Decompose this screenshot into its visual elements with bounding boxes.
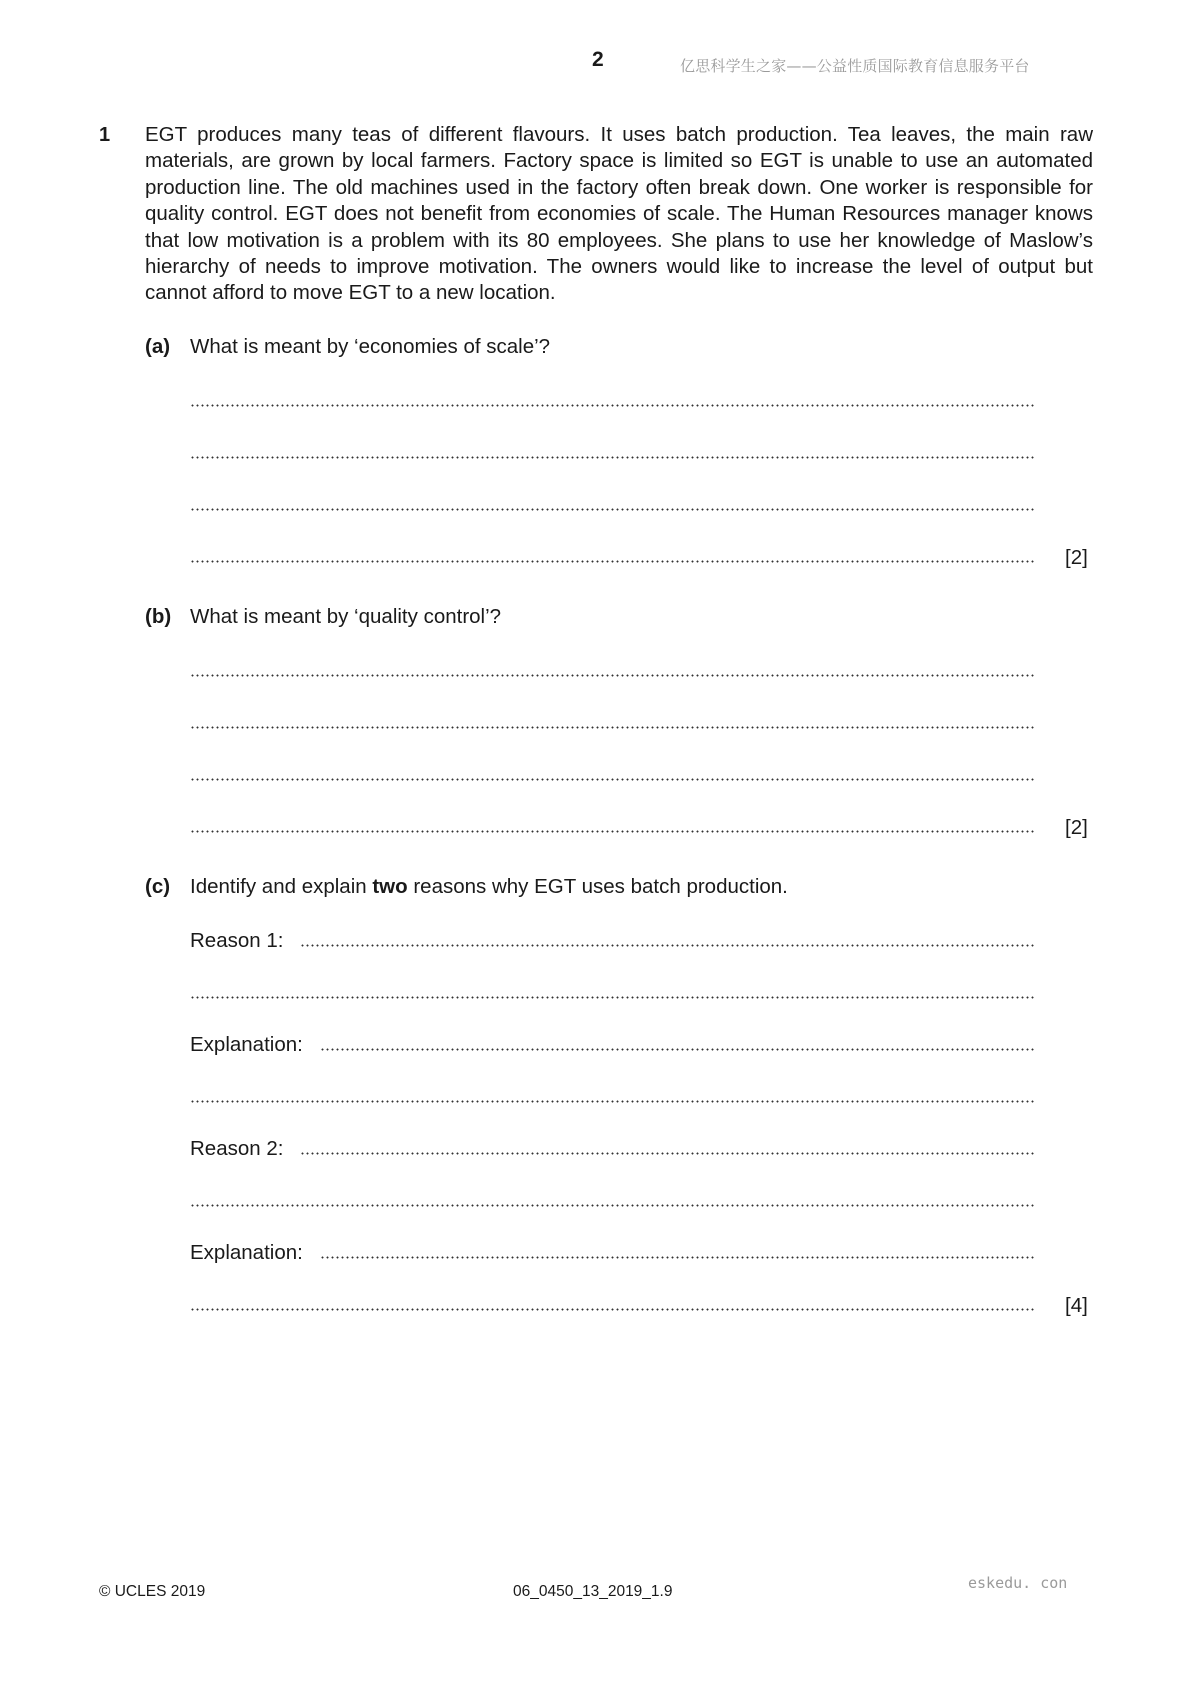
part-c-question: Identify and explain two reasons why EGT uses batch production.: [190, 875, 788, 898]
header-watermark: 亿思科学生之家——公益性质国际教育信息服务平台: [680, 57, 1030, 75]
answer-line[interactable]: [190, 508, 1036, 511]
answer-line[interactable]: [190, 560, 1036, 563]
answer-line[interactable]: [190, 456, 1036, 459]
explanation-1-label: Explanation:: [190, 1033, 303, 1056]
answer-line[interactable]: [190, 1308, 1036, 1311]
reason-2-line[interactable]: [300, 1152, 1036, 1155]
answer-line[interactable]: [190, 996, 1036, 999]
explanation-1-line[interactable]: [320, 1048, 1036, 1051]
marks-b: [2]: [1065, 816, 1088, 839]
answer-line[interactable]: [190, 404, 1036, 407]
answer-line[interactable]: [190, 1204, 1036, 1207]
answer-line[interactable]: [190, 778, 1036, 781]
marks-c: [4]: [1065, 1294, 1088, 1317]
reason-1-line[interactable]: [300, 944, 1036, 947]
answer-line[interactable]: [190, 1100, 1036, 1103]
answer-line[interactable]: [190, 726, 1036, 729]
footer-watermark: eskedu. con: [968, 1574, 1068, 1592]
explanation-2-label: Explanation:: [190, 1241, 303, 1264]
reason-2-label: Reason 2:: [190, 1137, 284, 1160]
paper-code: 06_0450_13_2019_1.9: [513, 1583, 673, 1600]
part-b-label: (b): [145, 605, 172, 628]
answer-line[interactable]: [190, 830, 1036, 833]
page-number: 2: [592, 48, 604, 71]
reason-1-label: Reason 1:: [190, 929, 284, 952]
part-a-question: What is meant by ‘economies of scale’?: [190, 335, 551, 358]
part-a-label: (a): [145, 335, 171, 358]
part-b-question: What is meant by ‘quality control’?: [190, 605, 502, 628]
part-c-label: (c): [145, 875, 171, 898]
question-stem: EGT produces many teas of different flavours. It uses batch production. Tea leaves, the main raw materials, are grown by local farmers. Factory space is limited so EGT is unable to use an automated production line. The old machines used in the factory often break down. One worker is responsible for quality control. EGT does not benefit from economies of scale. The Human Resources manager knows that low motivation is a problem with its 80 employees. She plans to use her knowledge of Maslow’s hierarchy of needs to improve motivation. The owners would like to increase the level of output but cannot afford to move EGT to a new location.: [145, 123, 1093, 305]
marks-a: [2]: [1065, 546, 1088, 569]
answer-line[interactable]: [190, 674, 1036, 677]
question-number: 1: [99, 124, 111, 146]
copyright: © UCLES 2019: [99, 1583, 206, 1600]
explanation-2-line[interactable]: [320, 1256, 1036, 1259]
